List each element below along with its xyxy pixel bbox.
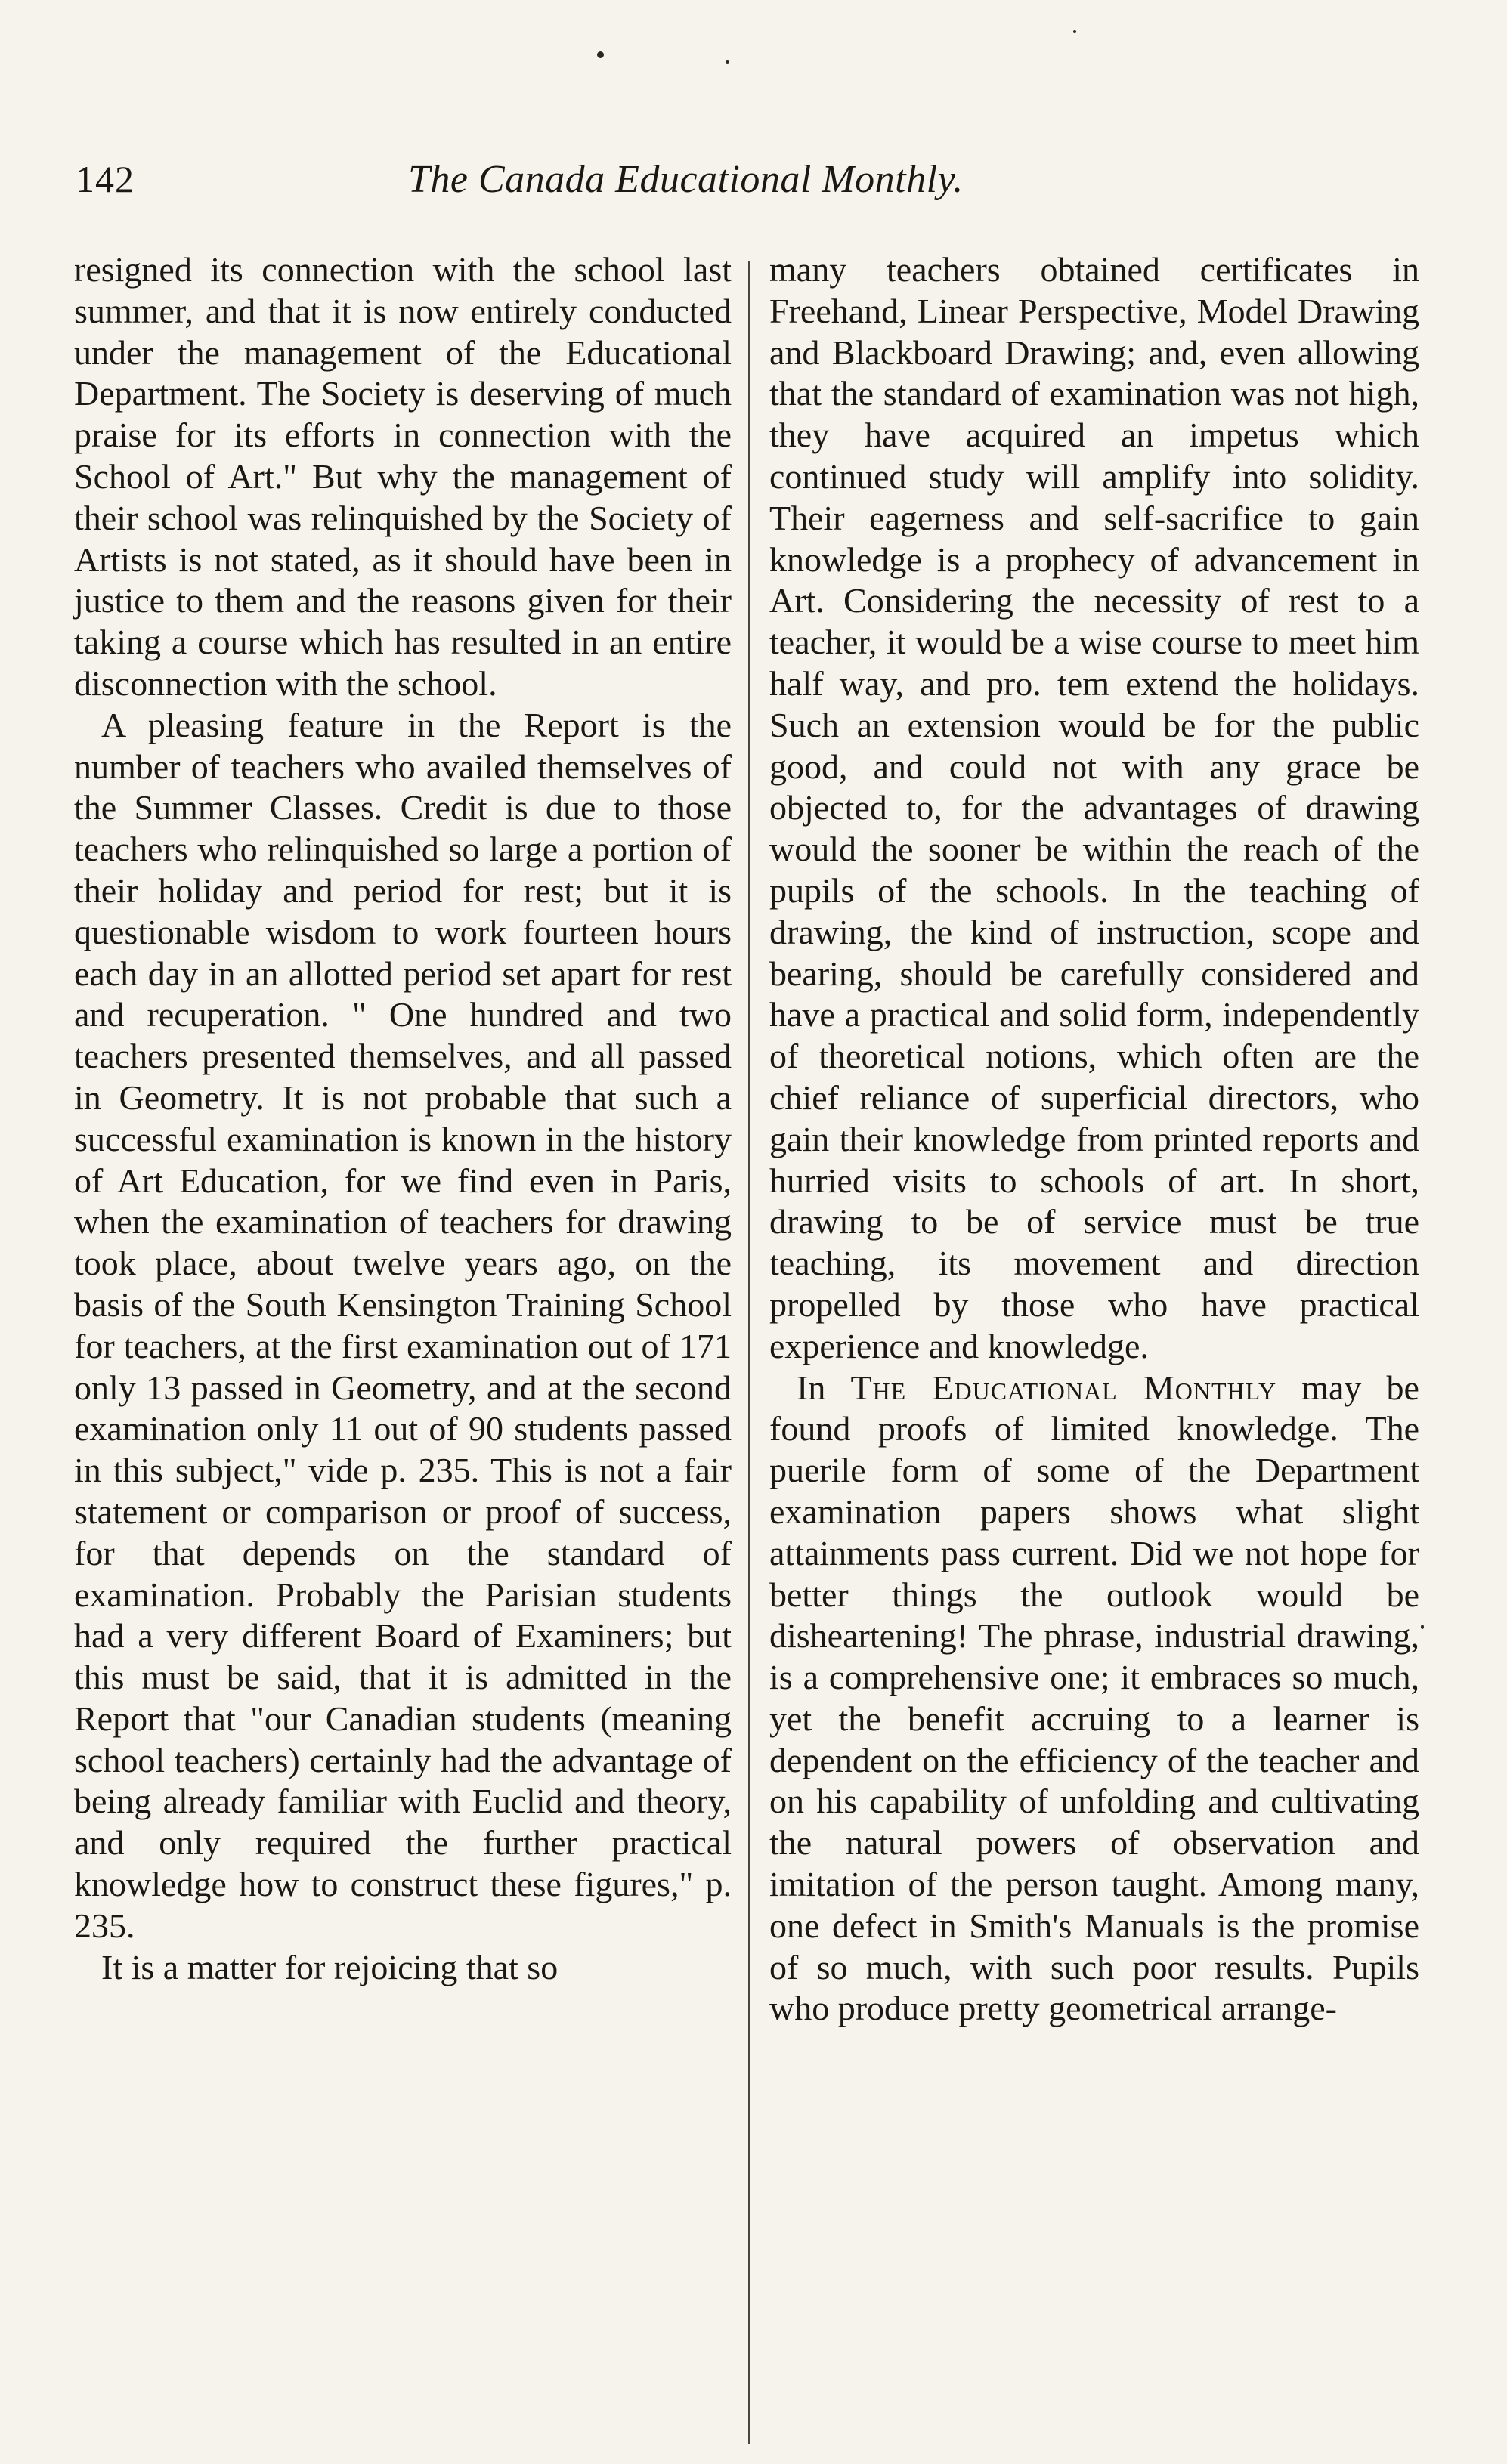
column-divider [748, 261, 750, 2444]
scan-speck [597, 51, 604, 58]
right-paragraph-2 [769, 1368, 1419, 2030]
right-paragraph-2-lead: In [797, 1368, 851, 1407]
page-header [76, 157, 1073, 218]
right-column [769, 249, 1419, 2441]
scan-speck [1073, 30, 1076, 33]
running-title: The Canada Educational Monthly. [408, 158, 964, 201]
left-column [74, 249, 732, 2441]
scan-speck [1421, 1625, 1424, 1629]
left-paragraph-2: A pleasing feature in the Report is the number of teachers who availed themselves of the Summer Classes. Credit is due to those teachers who relinquished so large a portion of their holiday and period for rest; but it is questionable wisdom to work fourteen hours each day in an allotted period set apart for rest and recuperation. " One hundred and two teachers presented themselves, and all passed in Geometry. It is not probable that such a successful examination is known in the history of Art Education, for we find even in Paris, when the examination of teachers for drawing took place, about twelve years ago, on the basis of the South Kensington Training School for teachers, at the first examination out of 171 only 13 passed in Geometry, and at the second examination only 11 out of 90 students passed in this subject," vide p. 235. This is not a fair statement or comparison or proof of success, for that depends on the standard of examination. Probably the Parisian students had a very different Board of Examiners; but this must be said, that it is admitted in the Report that "our Canadian students (meaning school teachers) certainly had the advantage of being already familiar with Euclid and theory, and only required the further practical knowledge how to construct these figures," p. 235. [74, 705, 732, 1945]
page-number: 142 [76, 158, 135, 200]
journal-name-smallcaps: The Educational Monthly [850, 1368, 1277, 1407]
right-paragraph-1: many teachers obtained certificates in Freehand, Linear Perspective, Model Drawing and Blackboard Drawing; and, even allowing that the standard of examination was not high, they have acquired an impetus which continued study will amplify into solidity. Their eagerness and self-sacrifice to gain knowledge is a prophecy of advancement in Art. Considering the necessity of rest to a teacher, it would be a wise course to meet him half way, and pro. tem extend the holidays. Such an extension would be for the public good, and could not with any grace be objected to, for the advantages of drawing would the sooner be within the reach of the pupils of the schools. In the teaching of drawing, the kind of instruction, scope and bearing, should be carefully considered and have a practical and solid form, independently of theoretical notions, which often are the chief reliance of superficial directors, who gain their knowledge from printed reports and hurried visits to schools of art. In short, drawing to be of service must be true teaching, its movement and direction propelled by those who have practical experience and knowledge. [769, 250, 1419, 1365]
left-paragraph-1: resigned its connection with the school last summer, and that it is now entirely conducted under the management of the Educational Department. The Society is deserving of much praise for its efforts in connection with the School of Art." But why the management of their school was relinquished by the Society of Artists is not stated, as it should have been in justice to them and the reasons given for their taking a course which has resulted in an entire disconnection with the school. [74, 250, 732, 703]
left-paragraph-3: It is a matter for rejoicing that so [101, 1947, 559, 1986]
right-paragraph-2-body: may be found proofs of limited knowledge. The puerile form of some of the Department examination papers shows what slight attainments pass current. Did we not hope for better things the outlook would be disheartening! The phrase, industrial drawing, is a comprehensive one; it embraces so much, yet the benefit accruing to a learner is dependent on the efficiency of the teacher and on his capability of unfolding and cultivating the natural powers of observation and imitation of the person taught. Among many, one defect in Smith's Manuals is the promise of so much, with such poor results. Pupils who produce pretty geometrical arrange- [769, 1368, 1419, 2028]
scan-speck [726, 60, 729, 64]
